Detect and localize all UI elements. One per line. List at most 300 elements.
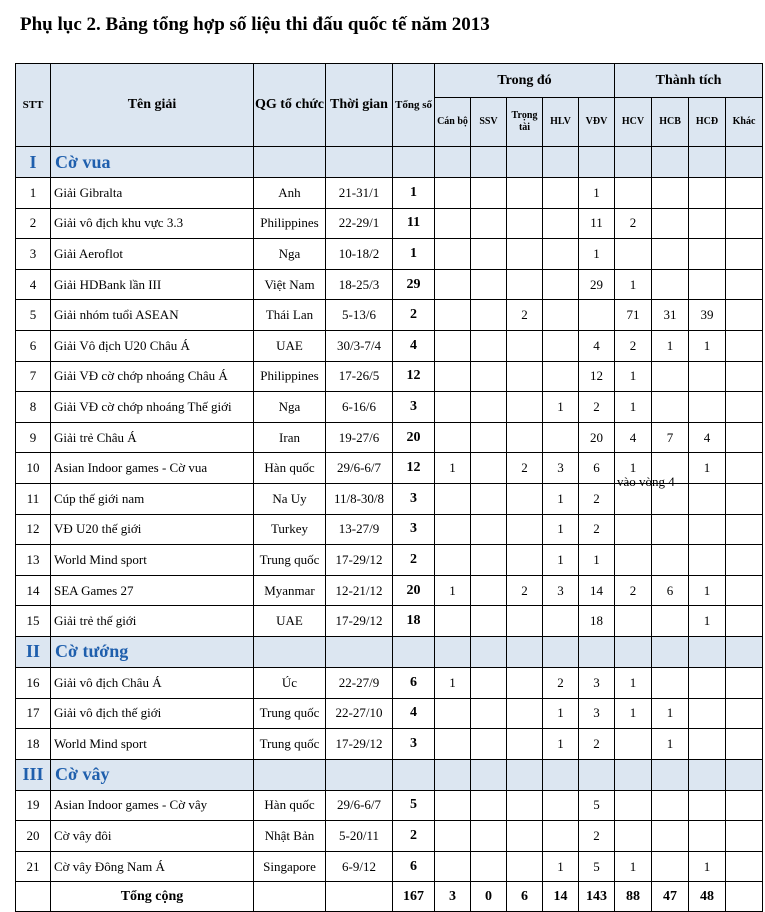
cell-hcd [689,545,726,576]
cell-hcd [689,790,726,821]
cell-stt: 18 [16,729,51,760]
cell-ten-giai: World Mind sport [51,729,254,760]
section-empty-cell [726,636,763,667]
cell-ssv [471,361,507,392]
cell-cb [435,514,471,545]
cell-cb [435,361,471,392]
cell-qg: Trung quốc [254,729,326,760]
cell-hcb [652,851,689,882]
cell-stt: 4 [16,269,51,300]
cell-cb: 1 [435,453,471,484]
cell-ten-giai: Giải trẻ Châu Á [51,422,254,453]
cell-hlv [543,361,579,392]
section-empty-cell [615,147,652,178]
cell-hlv: 1 [543,392,579,423]
cell-stt: 17 [16,698,51,729]
cell-ssv [471,851,507,882]
cell-hcd: 1 [689,575,726,606]
table-row [16,422,763,453]
cell-hlv: 1 [543,545,579,576]
cell-tt [507,483,543,514]
cell-vdv: 2 [579,821,615,852]
cell-ten-giai: Giải nhóm tuổi ASEAN [51,300,254,331]
cell-vdv: 14 [579,575,615,606]
section-empty-cell [615,759,652,790]
cell-qg: Trung quốc [254,545,326,576]
cell-thoi-gian: 29/6-6/7 [326,453,393,484]
cell-ten-giai: Giải Aeroflot [51,239,254,270]
section-empty-cell [326,636,393,667]
cell-hcb [652,208,689,239]
section-empty-cell [393,759,435,790]
cell-hcb: 1 [652,330,689,361]
cell-tong-so: 3 [393,514,435,545]
cell-vdv: 12 [579,361,615,392]
cell-tt [507,422,543,453]
cell-hlv [543,300,579,331]
cell-hlv [543,178,579,209]
cell-vdv: 6 [579,453,615,484]
section-empty-cell [507,147,543,178]
cell-qg: Philippines [254,361,326,392]
cell-ssv [471,422,507,453]
cell-hlv [543,208,579,239]
section-empty-cell [393,147,435,178]
cell-khac [726,790,763,821]
cell-thoi-gian: 11/8-30/8 [326,483,393,514]
section-number: II [16,636,51,667]
cell-tt [507,178,543,209]
cell-hcv: 71 [615,300,652,331]
cell-vdv: 1 [579,545,615,576]
cell-hcv: 1 [615,453,652,484]
cell-ssv [471,514,507,545]
totals-hlv: 14 [543,882,579,912]
cell-tt: 2 [507,575,543,606]
cell-tt [507,729,543,760]
cell-tt: 2 [507,453,543,484]
cell-khac [726,698,763,729]
cell-stt: 7 [16,361,51,392]
cell-vdv: 5 [579,790,615,821]
header-hcv: HCV [615,98,652,147]
cell-hcd [689,392,726,423]
cell-thoi-gian: 30/3-7/4 [326,330,393,361]
cell-qg: Việt Nam [254,269,326,300]
section-empty-cell [652,147,689,178]
cell-qg: Myanmar [254,575,326,606]
cell-ten-giai: Giải vô địch Châu Á [51,667,254,698]
table-row [16,392,763,423]
cell-hcb [652,821,689,852]
section-empty-cell [254,147,326,178]
section-empty-cell [326,147,393,178]
cell-vdv: 1 [579,178,615,209]
cell-ssv [471,392,507,423]
table-row [16,300,763,331]
cell-ssv [471,698,507,729]
cell-ten-giai: Asian Indoor games - Cờ vây [51,790,254,821]
cell-ten-giai: VĐ U20 thế giới [51,514,254,545]
section-empty-cell [579,636,615,667]
cell-khac [726,545,763,576]
cell-khac [726,606,763,637]
section-empty-cell [652,759,689,790]
table-row [16,514,763,545]
section-empty-cell [579,147,615,178]
cell-tong-so: 11 [393,208,435,239]
cell-cb: 1 [435,667,471,698]
cell-hlv: 1 [543,483,579,514]
cell-hcv: 2 [615,208,652,239]
cell-vdv: 3 [579,667,615,698]
table-row [16,178,763,209]
header-stt: STT [16,64,51,147]
cell-tong-so: 4 [393,330,435,361]
header-hlv: HLV [543,98,579,147]
cell-hcd [689,667,726,698]
cell-tt [507,790,543,821]
cell-khac [726,821,763,852]
cell-hlv [543,422,579,453]
header-thoi-gian: Thời gian [326,64,393,147]
cell-khac [726,361,763,392]
cell-vdv [579,300,615,331]
cell-cb [435,851,471,882]
cell-hcb [652,667,689,698]
totals-hcd: 48 [689,882,726,912]
cell-qg: UAE [254,330,326,361]
cell-hcv: 1 [615,851,652,882]
cell-vdv: 20 [579,422,615,453]
section-empty-cell [254,759,326,790]
cell-hcb [652,239,689,270]
cell-tt: 2 [507,300,543,331]
totals-khac [726,882,763,912]
cell-ssv [471,330,507,361]
cell-cb [435,729,471,760]
cell-khac [726,667,763,698]
cell-thoi-gian: 17-29/12 [326,545,393,576]
header-hcb: HCB [652,98,689,147]
section-empty-cell [579,759,615,790]
totals-hcv: 88 [615,882,652,912]
table-row [16,821,763,852]
section-empty-cell [615,636,652,667]
cell-hcd [689,698,726,729]
cell-qg: Hàn quốc [254,790,326,821]
cell-hcd: 1 [689,453,726,484]
cell-hcv: 4 [615,422,652,453]
cell-hcb: 31 [652,300,689,331]
cell-hcb: 1 [652,729,689,760]
section-empty-cell [726,147,763,178]
cell-stt: 14 [16,575,51,606]
section-empty-cell [726,759,763,790]
section-empty-cell [326,759,393,790]
cell-ssv [471,208,507,239]
cell-hcb [652,606,689,637]
cell-tt [507,821,543,852]
section-name: Cờ tướng [51,636,254,667]
cell-stt: 5 [16,300,51,331]
cell-ssv [471,606,507,637]
cell-stt: 20 [16,821,51,852]
cell-khac [726,575,763,606]
cell-hcd: 39 [689,300,726,331]
section-empty-cell [471,636,507,667]
header-can-bo: Cán bộ [435,98,471,147]
section-empty-cell [435,147,471,178]
cell-hlv: 3 [543,575,579,606]
cell-qg: UAE [254,606,326,637]
totals-tong-so: 167 [393,882,435,912]
cell-vdv: 2 [579,483,615,514]
cell-tong-so: 2 [393,300,435,331]
cell-ten-giai: Giải vô địch thế giới [51,698,254,729]
cell-ten-giai: World Mind sport [51,545,254,576]
cell-hcd [689,239,726,270]
cell-vdv: 2 [579,392,615,423]
cell-tt [507,361,543,392]
section-empty-cell [543,636,579,667]
cell-ssv [471,300,507,331]
totals-empty-cell [16,882,51,912]
cell-stt: 19 [16,790,51,821]
cell-hcb: 6 [652,575,689,606]
cell-ssv [471,667,507,698]
cell-ten-giai: Cờ vây Đông Nam Á [51,851,254,882]
cell-thoi-gian: 17-26/5 [326,361,393,392]
cell-tt [507,698,543,729]
cell-hcd [689,483,726,514]
cell-hlv [543,330,579,361]
cell-hcv: 2 [615,330,652,361]
table-row [16,698,763,729]
cell-hlv: 1 [543,514,579,545]
cell-vdv: 1 [579,239,615,270]
header-trong-tai: Trọng tài [507,98,543,147]
page-title: Phụ lục 2. Bảng tổng hợp số liệu thi đấu quốc tế năm 2013 [20,14,490,35]
section-empty-cell [689,636,726,667]
cell-ten-giai: Giải Gibralta [51,178,254,209]
section-empty-cell [471,759,507,790]
cell-hcb [652,361,689,392]
cell-stt: 13 [16,545,51,576]
cell-thoi-gian: 17-29/12 [326,606,393,637]
cell-vdv: 2 [579,514,615,545]
section-empty-cell [689,147,726,178]
cell-hlv: 3 [543,453,579,484]
cell-hcv [615,239,652,270]
cell-tong-so: 12 [393,453,435,484]
cell-ssv [471,575,507,606]
cell-khac [726,729,763,760]
cell-ten-giai: Cờ vây đôi [51,821,254,852]
header-ten-giai: Tên giải [51,64,254,147]
cell-ssv [471,269,507,300]
header-trong-do: Trong đó [435,64,615,98]
cell-ssv [471,821,507,852]
cell-cb [435,178,471,209]
section-empty-cell [507,759,543,790]
header-khac: Khác [726,98,763,147]
cell-hcb [652,178,689,209]
cell-khac [726,269,763,300]
cell-khac [726,300,763,331]
cell-ssv [471,729,507,760]
cell-hcd: 1 [689,606,726,637]
cell-tong-so: 18 [393,606,435,637]
table-row [16,667,763,698]
cell-tong-so: 5 [393,790,435,821]
totals-label: Tổng cộng [51,882,254,912]
cell-vdv: 3 [579,698,615,729]
cell-hlv: 1 [543,851,579,882]
cell-ssv [471,545,507,576]
cell-hcv [615,545,652,576]
cell-hcb [652,269,689,300]
cell-tt [507,330,543,361]
cell-hcb [652,545,689,576]
cell-ten-giai: Giải vô địch khu vực 3.3 [51,208,254,239]
section-empty-cell [507,636,543,667]
cell-cb [435,698,471,729]
cell-thoi-gian: 6-16/6 [326,392,393,423]
cell-cb [435,483,471,514]
cell-khac [726,330,763,361]
cell-qg: Turkey [254,514,326,545]
cell-cb [435,821,471,852]
cell-hcv [615,790,652,821]
cell-hcv: 1 [615,667,652,698]
cell-hcb [652,790,689,821]
cell-khac [726,239,763,270]
cell-tong-so: 2 [393,545,435,576]
cell-ten-giai: Giải VĐ cờ chớp nhoáng Châu Á [51,361,254,392]
cell-thoi-gian: 22-27/9 [326,667,393,698]
cell-hcv [615,606,652,637]
cell-tong-so: 6 [393,851,435,882]
cell-cb: 1 [435,575,471,606]
cell-ssv [471,239,507,270]
cell-qg: Anh [254,178,326,209]
cell-hcd [689,821,726,852]
cell-hlv [543,239,579,270]
cell-tt [507,667,543,698]
cell-qg: Iran [254,422,326,453]
cell-qg: Nga [254,239,326,270]
totals-row [16,882,763,912]
cell-thoi-gian: 5-20/11 [326,821,393,852]
cell-cb [435,269,471,300]
section-empty-cell [652,636,689,667]
cell-cb [435,545,471,576]
cell-hcd: 1 [689,851,726,882]
cell-hcv [615,821,652,852]
cell-hcv: 1 [615,269,652,300]
cell-ten-giai: Giải VĐ cờ chớp nhoáng Thế giới [51,392,254,423]
cell-qg: Philippines [254,208,326,239]
totals-ssv: 0 [471,882,507,912]
cell-hcd [689,178,726,209]
table-row [16,330,763,361]
row11-note: vào vòng 4 [617,474,675,489]
cell-hcd [689,361,726,392]
header-ssv: SSV [471,98,507,147]
cell-hcv: 2 [615,575,652,606]
section-empty-cell [543,147,579,178]
cell-khac [726,483,763,514]
cell-vdv: 5 [579,851,615,882]
cell-qg: Singapore [254,851,326,882]
cell-hcv [615,729,652,760]
cell-qg: Nga [254,392,326,423]
cell-tong-so: 29 [393,269,435,300]
header-qg: QG tổ chức [254,64,326,147]
cell-khac [726,514,763,545]
cell-hlv: 1 [543,729,579,760]
cell-cb [435,239,471,270]
cell-qg: Úc [254,667,326,698]
cell-cb [435,300,471,331]
cell-hcv [615,178,652,209]
cell-hcv: 1 [615,392,652,423]
table-row [16,361,763,392]
section-row [16,759,763,790]
section-row [16,147,763,178]
cell-qg: Nhật Bản [254,821,326,852]
cell-ten-giai: Cúp thế giới nam [51,483,254,514]
cell-qg: Hàn quốc [254,453,326,484]
cell-khac [726,851,763,882]
cell-khac [726,178,763,209]
cell-tong-so: 1 [393,178,435,209]
cell-hcv: 1 [615,698,652,729]
totals-cb: 3 [435,882,471,912]
table-row [16,851,763,882]
section-empty-cell [393,636,435,667]
cell-tong-so: 3 [393,729,435,760]
cell-thoi-gian: 22-27/10 [326,698,393,729]
totals-tt: 6 [507,882,543,912]
cell-cb [435,790,471,821]
cell-stt: 15 [16,606,51,637]
cell-tong-so: 20 [393,422,435,453]
table-row [16,575,763,606]
cell-thoi-gian: 12-21/12 [326,575,393,606]
cell-cb [435,208,471,239]
section-name: Cờ vua [51,147,254,178]
section-row [16,636,763,667]
cell-hcv [615,514,652,545]
table-row [16,729,763,760]
cell-thoi-gian: 21-31/1 [326,178,393,209]
cell-thoi-gian: 13-27/9 [326,514,393,545]
cell-qg: Thái Lan [254,300,326,331]
cell-stt: 1 [16,178,51,209]
totals-vdv: 143 [579,882,615,912]
cell-tt [507,239,543,270]
cell-vdv: 4 [579,330,615,361]
cell-hcb: 1 [652,698,689,729]
section-number: III [16,759,51,790]
table-row [16,208,763,239]
cell-ten-giai: Giải trẻ thế giới [51,606,254,637]
cell-khac [726,208,763,239]
cell-thoi-gian: 10-18/2 [326,239,393,270]
cell-hcd: 1 [689,330,726,361]
